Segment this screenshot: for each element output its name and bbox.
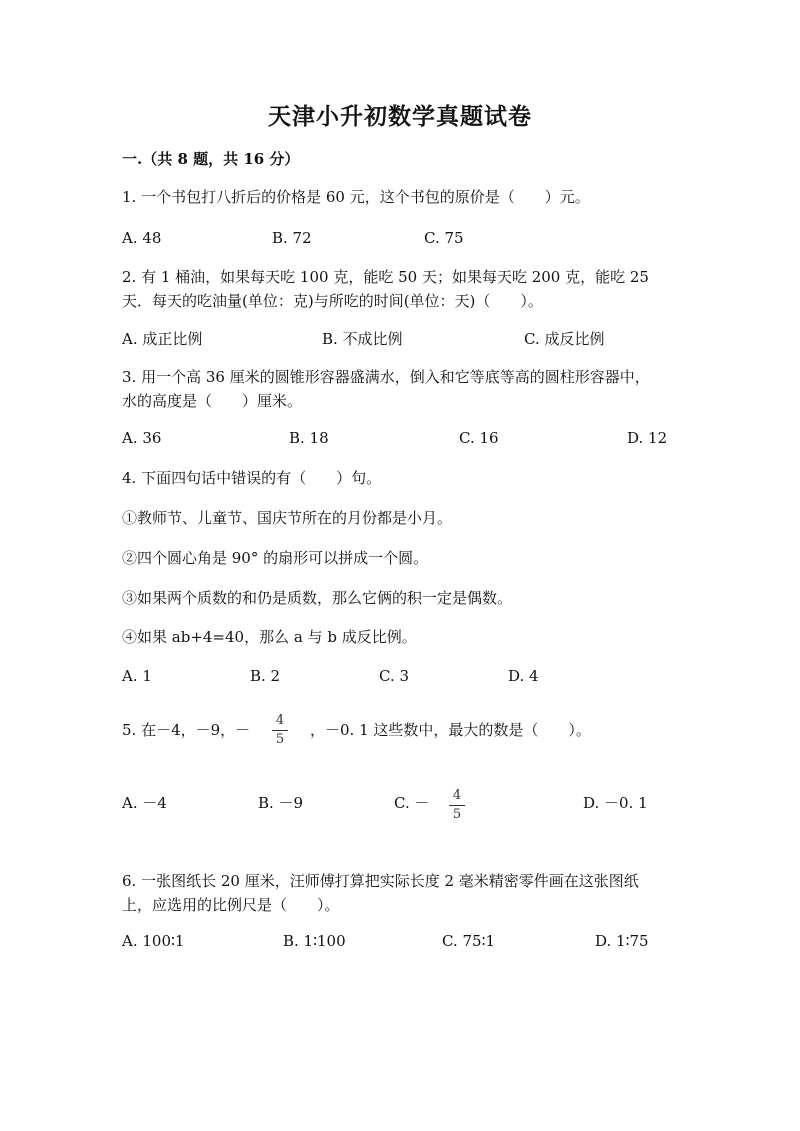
q4-option-b: B. 2	[250, 667, 281, 685]
q6-option-d: D. 1∶75	[595, 932, 649, 950]
page-title: 天津小升初数学真题试卷	[268, 103, 532, 130]
q4-statement-2: ②四个圆心角是 90° 的扇形可以拼成一个圆。	[122, 549, 429, 567]
question-5-text-start: 5. 在－4，－9，－	[122, 721, 251, 739]
q4-statement-1: ①教师节、儿童节、国庆节所在的月份都是小月。	[122, 509, 453, 527]
q3-option-c: C. 16	[459, 429, 499, 447]
q6-option-a: A. 100∶1	[122, 932, 185, 950]
q1-option-b: B. 72	[272, 229, 312, 247]
q5-option-c-fraction	[449, 788, 465, 823]
question-2-line-1: 2. 有 1 桶油，如果每天吃 100 克，能吃 50 天；如果每天吃 200 克，能吃 25	[122, 268, 649, 286]
q3-option-d: D. 12	[627, 429, 668, 447]
question-5-text-end: ，－0. 1 这些数中，最大的数是（ ）。	[310, 721, 591, 739]
q6-option-b: B. 1∶100	[283, 932, 346, 950]
section-heading: 一.（共 8 题，共 16 分）	[122, 150, 300, 168]
q5-option-a: A. －4	[122, 794, 167, 812]
question-6-line-1: 6. 一张图纸长 20 厘米，汪师傅打算把实际长度 2 毫米精密零件画在这张图纸	[122, 872, 639, 890]
q1-option-c: C. 75	[424, 229, 464, 247]
q2-option-b: B. 不成比例	[322, 330, 403, 348]
q5-option-c-numerator: 4	[452, 788, 462, 803]
q5-fraction-denominator: 5	[275, 732, 285, 747]
q5-option-c: C. －	[394, 794, 430, 812]
q5-fraction-numerator: 4	[275, 713, 285, 728]
question-3-line-2: 水的高度是（ ）厘米。	[122, 392, 303, 410]
q4-statement-3: ③如果两个质数的和仍是质数，那么它俩的积一定是偶数。	[122, 589, 513, 607]
q2-option-a: A. 成正比例	[122, 330, 203, 348]
question-2-line-2: 天．每天的吃油量(单位：克)与所吃的时间(单位：天)（ ）。	[122, 292, 543, 310]
q4-option-c: C. 3	[379, 667, 410, 685]
q4-option-d: D. 4	[508, 667, 539, 685]
q4-option-a: A. 1	[122, 667, 152, 685]
question-3-line-1: 3. 用一个高 36 厘米的圆锥形容器盛满水，倒入和它等底等高的圆柱形容器中，	[122, 368, 650, 386]
q5-fraction	[272, 713, 288, 748]
question-4-text: 4. 下面四句话中错误的有（ ）句。	[122, 469, 382, 487]
q3-option-b: B. 18	[289, 429, 329, 447]
q3-option-a: A. 36	[122, 429, 162, 447]
q1-option-a: A. 48	[122, 229, 162, 247]
q5-option-b: B. －9	[258, 794, 304, 812]
q5-option-d: D. －0. 1	[583, 794, 648, 812]
q5-option-c-denominator: 5	[452, 807, 462, 822]
question-1-text: 1. 一个书包打八折后的价格是 60 元，这个书包的原价是（ ）元。	[122, 188, 590, 206]
q6-option-c: C. 75∶1	[442, 932, 496, 950]
q2-option-c: C. 成反比例	[524, 330, 605, 348]
q4-statement-4: ④如果 ab+4=40，那么 a 与 b 成反比例。	[122, 628, 417, 646]
question-6-line-2: 上，应选用的比例尺是（ ）。	[122, 896, 340, 914]
